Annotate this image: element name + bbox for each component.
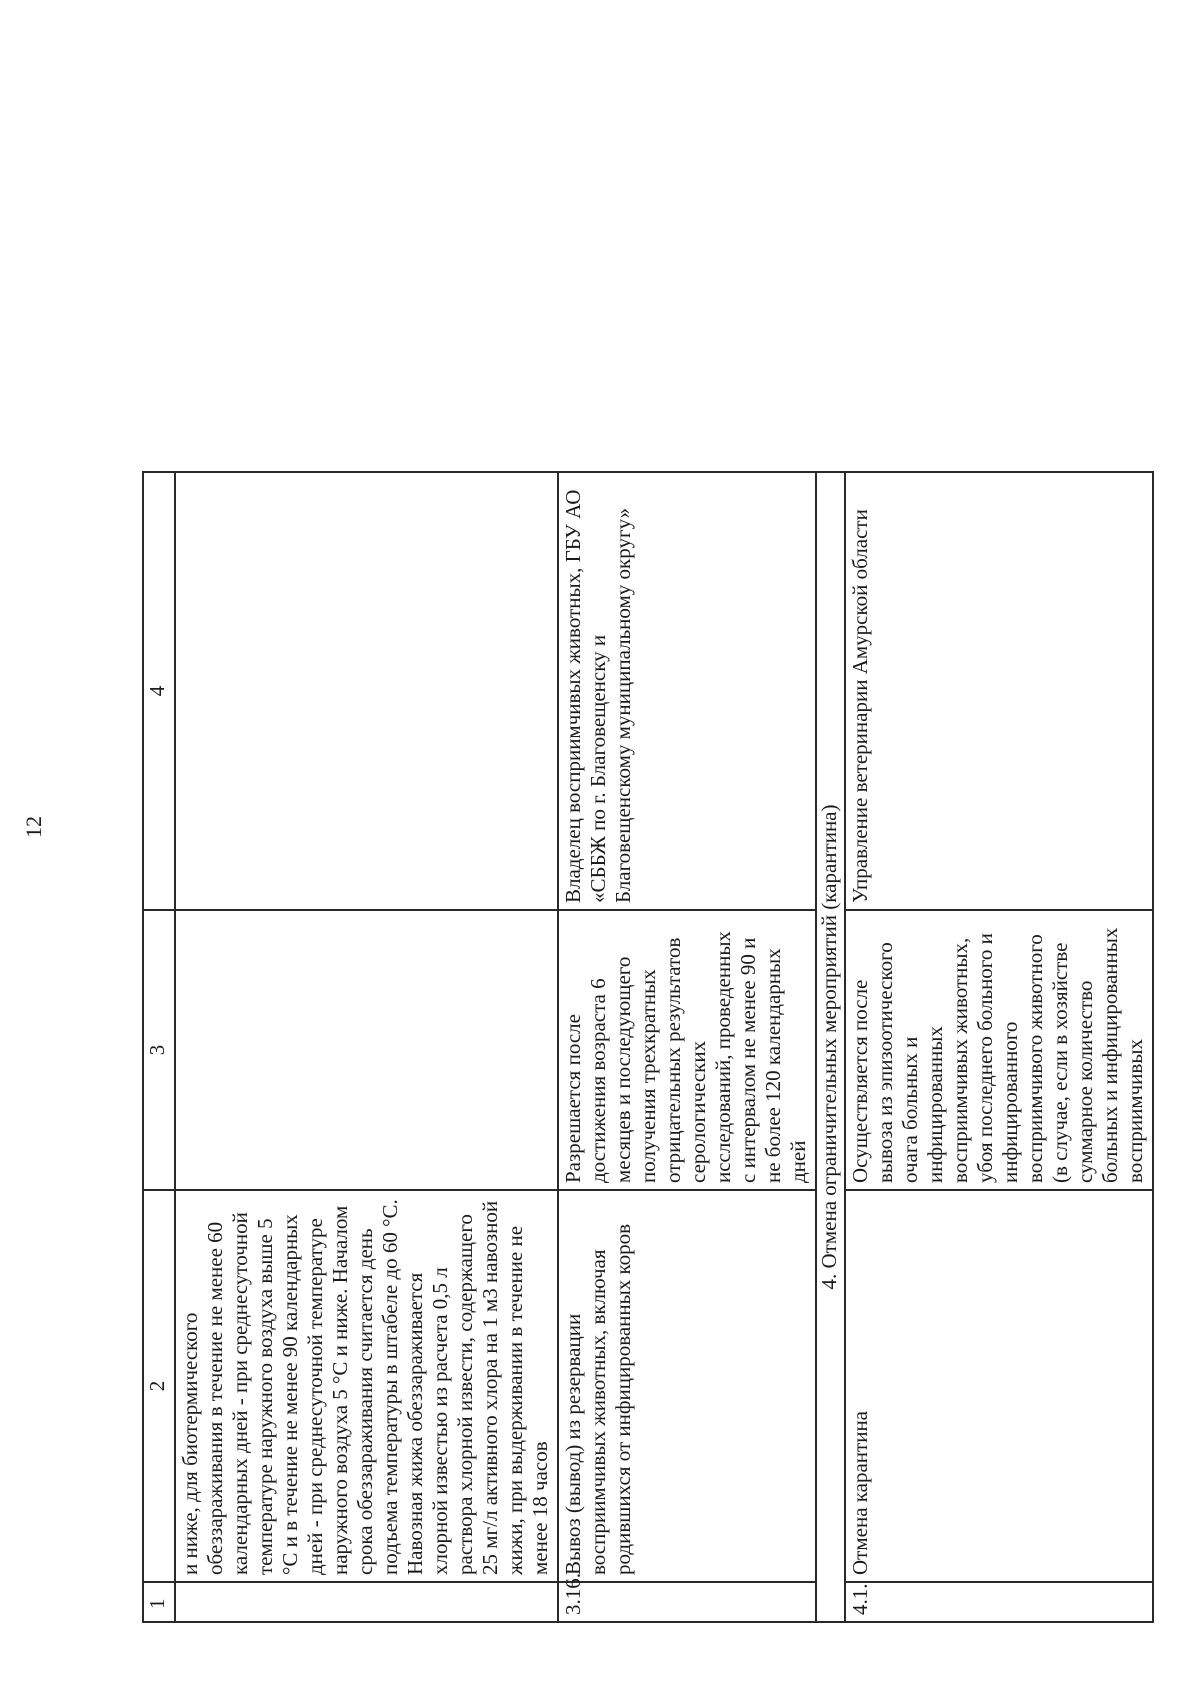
row-number: [175, 1582, 558, 1622]
section-row: [816, 472, 845, 1622]
condition-text: [175, 910, 558, 1190]
header-col-2: 2: [143, 1190, 175, 1582]
table-row: [845, 472, 1153, 1622]
measure-text: и ниже, для биотермического обеззараживания в течение не менее 60 календарных дней - при среднесуточной температуре наружного воздуха выше 5 °С и в течение не менее 90 календарных дней - при среднесуточной температуре наружного воздуха 5 °С и ниже. Началом срока обеззараживания считается день подъема температуры в штабеле до 60 °С. Навозная жижа обеззараживается хлорной известью из расчета 0,5 л раствора хлорной извести, содержащего 25 мг/л активного хлора на 1 м3 навозной жижи, при выдерживании в течение не менее 18 часов: [175, 1190, 558, 1582]
section-title: 4. Отмена ограничительных мероприятий (карантина): [816, 472, 845, 1622]
measure-text: Вывоз (вывод) из резервации восприимчивых животных, включая родившихся от инфицированных коров: [558, 1190, 816, 1582]
rotated-table-wrapper: [142, 473, 1147, 1623]
header-col-1: 1: [143, 1582, 175, 1622]
table-row: [175, 472, 558, 1622]
header-row: [143, 472, 175, 1622]
measure-text: Отмена карантина: [845, 1190, 1153, 1582]
responsible-text: [175, 472, 558, 910]
responsible-text: Владелец восприимчивых животных, ГБУ АО «СББЖ по г. Благовещенску и Благовещенскому муниципальному округу»: [558, 472, 816, 910]
responsible-text: Управление ветеринарии Амурской области: [845, 472, 1153, 910]
condition-text: Разрешается после достижения возраста 6 месяцев и последующего получения трехкратных отрицательных результатов серологических исследований, проведенных с интервалом не менее 90 и не более 120 календарных дней: [558, 910, 816, 1190]
row-number: 4.1.: [845, 1582, 1153, 1622]
table-row: [558, 472, 816, 1622]
header-col-3: 3: [143, 910, 175, 1190]
condition-text: Осуществляется после вывоза из эпизоотического очага больных и инфицированных восприимчивых животных, убоя последнего больного и инфицированного восприимчивого животного (в случае, если в хозяйстве суммарное количество больных и инфицированных восприимчивых: [845, 910, 1153, 1190]
row-number: 3.16.: [558, 1582, 816, 1622]
page-number: 12: [21, 816, 46, 838]
header-col-4: 4: [143, 472, 175, 910]
measures-table: [142, 471, 1154, 1623]
